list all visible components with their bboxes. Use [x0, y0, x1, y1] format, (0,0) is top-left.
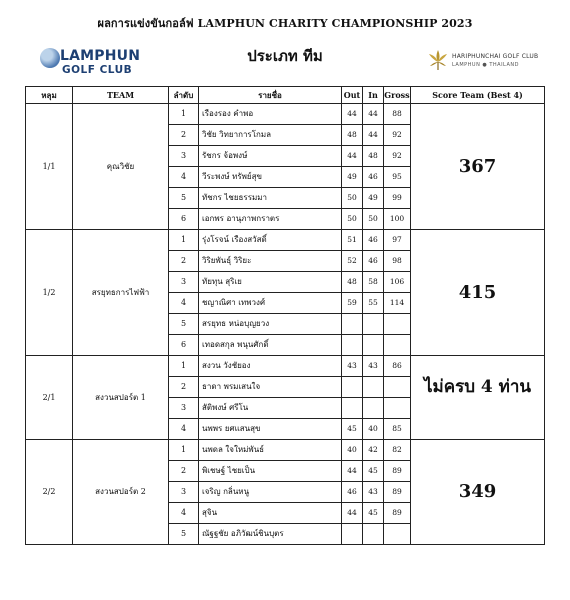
player-name-cell: เจริญ กลิ่นหนู: [199, 482, 342, 503]
hole-cell: 1/1: [26, 104, 73, 230]
in-cell: 45: [363, 461, 384, 482]
in-cell: 40: [363, 419, 384, 440]
order-cell: 1: [169, 104, 199, 125]
player-name-cell: สงวน วังชัยอง: [199, 356, 342, 377]
gross-cell: 95: [384, 167, 411, 188]
in-cell: 58: [363, 272, 384, 293]
team-cell: สงวนสปอร์ต 2: [73, 440, 169, 545]
page-subtitle: ประเภท ทีม: [247, 47, 323, 65]
out-cell: 48: [342, 125, 363, 146]
gross-cell: 106: [384, 272, 411, 293]
out-cell: 44: [342, 104, 363, 125]
order-cell: 4: [169, 167, 199, 188]
player-name-cell: รุ่งโรจน์ เรืองสวัสดิ์: [199, 230, 342, 251]
out-cell: [342, 398, 363, 419]
table-row: [26, 230, 545, 251]
header-score-team: Score Team (Best 4): [411, 87, 545, 104]
logo-right-line2: LAMPHUN ● THAILAND: [452, 62, 519, 68]
team-score-cell: 349: [411, 440, 545, 545]
in-cell: [363, 335, 384, 356]
in-cell: 43: [363, 356, 384, 377]
page-title: ผลการแข่งขันกอล์ฟ LAMPHUN CHARITY CHAMPIONSHIP 2023: [97, 17, 473, 30]
in-cell: 44: [363, 125, 384, 146]
out-cell: [342, 524, 363, 545]
logo-right-line1: HARIPHUNCHAI GOLF CLUB: [452, 53, 539, 60]
in-cell: 46: [363, 167, 384, 188]
logo-left-line2: GOLF CLUB: [62, 64, 133, 76]
lotus-flower-icon: [428, 48, 448, 72]
gross-cell: 92: [384, 146, 411, 167]
player-name-cell: ทัชกร ไชยธรรมมา: [199, 188, 342, 209]
in-cell: [363, 314, 384, 335]
out-cell: 44: [342, 461, 363, 482]
in-cell: 48: [363, 146, 384, 167]
order-cell: 3: [169, 398, 199, 419]
in-cell: [363, 377, 384, 398]
header-out: Out: [342, 87, 363, 104]
player-name-cell: ทัยทุน สุริเย: [199, 272, 342, 293]
table-header-row: [26, 87, 545, 104]
gross-cell: 89: [384, 461, 411, 482]
gross-cell: 98: [384, 251, 411, 272]
order-cell: 4: [169, 419, 199, 440]
table-row: [26, 356, 545, 377]
player-name-cell: สรยุทธ หน่อบุญยวง: [199, 314, 342, 335]
player-name-cell: นพดล ใจใหม่พันธ์: [199, 440, 342, 461]
out-cell: [342, 377, 363, 398]
table-body: [26, 104, 545, 545]
player-name-cell: สัติพงษ์ ศรีโน: [199, 398, 342, 419]
order-cell: 6: [169, 209, 199, 230]
player-name-cell: ธาดา พรมเสนใจ: [199, 377, 342, 398]
gross-cell: 114: [384, 293, 411, 314]
header-team: TEAM: [73, 87, 169, 104]
order-cell: 4: [169, 293, 199, 314]
player-name-cell: ณัฐฐชัย อภิวัฒน์ชินบุตร: [199, 524, 342, 545]
player-name-cell: เทอดสกุล พนุนศักดิ์: [199, 335, 342, 356]
gross-cell: 97: [384, 230, 411, 251]
header-gross: Gross: [384, 87, 411, 104]
header-in: In: [363, 87, 384, 104]
out-cell: [342, 335, 363, 356]
order-cell: 5: [169, 524, 199, 545]
gross-cell: 89: [384, 503, 411, 524]
gross-cell: 99: [384, 188, 411, 209]
out-cell: 44: [342, 503, 363, 524]
player-name-cell: นพพร ยศแสนสุข: [199, 419, 342, 440]
order-cell: 5: [169, 188, 199, 209]
out-cell: 45: [342, 419, 363, 440]
player-name-cell: รัชกร จ้อพงษ์: [199, 146, 342, 167]
gross-cell: [384, 377, 411, 398]
gross-cell: 86: [384, 356, 411, 377]
out-cell: 40: [342, 440, 363, 461]
gross-cell: 82: [384, 440, 411, 461]
in-cell: 50: [363, 209, 384, 230]
player-name-cell: วิริยพันธุ์ วิริยะ: [199, 251, 342, 272]
player-name-cell: พิเชษฐ์ ไชยเป็น: [199, 461, 342, 482]
gross-cell: [384, 524, 411, 545]
out-cell: 48: [342, 272, 363, 293]
order-cell: 3: [169, 146, 199, 167]
gross-cell: 100: [384, 209, 411, 230]
out-cell: 44: [342, 146, 363, 167]
order-cell: 2: [169, 377, 199, 398]
in-cell: 46: [363, 251, 384, 272]
order-cell: 3: [169, 482, 199, 503]
in-cell: [363, 524, 384, 545]
order-cell: 3: [169, 272, 199, 293]
out-cell: 50: [342, 188, 363, 209]
in-cell: 43: [363, 482, 384, 503]
gross-cell: [384, 314, 411, 335]
player-name-cell: เอกพร อานุภาพกราตร: [199, 209, 342, 230]
in-cell: 55: [363, 293, 384, 314]
in-cell: 49: [363, 188, 384, 209]
order-cell: 4: [169, 503, 199, 524]
lamphun-golf-club-logo: [40, 46, 150, 78]
in-cell: 46: [363, 230, 384, 251]
out-cell: 52: [342, 251, 363, 272]
order-cell: 1: [169, 440, 199, 461]
order-cell: 1: [169, 230, 199, 251]
order-cell: 2: [169, 251, 199, 272]
team-cell: สงวนสปอร์ต 1: [73, 356, 169, 440]
order-cell: 2: [169, 461, 199, 482]
out-cell: [342, 314, 363, 335]
table-row: [26, 104, 545, 125]
player-name-cell: สุจิน: [199, 503, 342, 524]
out-cell: 49: [342, 167, 363, 188]
hole-cell: 2/1: [26, 356, 73, 440]
in-cell: [363, 398, 384, 419]
table-row: [26, 440, 545, 461]
order-cell: 1: [169, 356, 199, 377]
team-score-cell: ไม่ครบ 4 ท่าน: [411, 356, 545, 440]
team-cell: คุณวิชัย: [73, 104, 169, 230]
out-cell: 59: [342, 293, 363, 314]
golf-ball-icon: [40, 48, 60, 68]
logo-left-line1: LAMPHUN: [60, 48, 141, 64]
header-order: ลำดับ: [169, 87, 199, 104]
in-cell: 42: [363, 440, 384, 461]
team-score-cell: 415: [411, 230, 545, 356]
out-cell: 51: [342, 230, 363, 251]
results-table: [25, 86, 545, 545]
player-name-cell: ชญาณิศา เทพวงศ์: [199, 293, 342, 314]
player-name-cell: เรืองรอง คำพอ: [199, 104, 342, 125]
player-name-cell: วิชัย วิทยาการโกมล: [199, 125, 342, 146]
hole-cell: 1/2: [26, 230, 73, 356]
gross-cell: [384, 335, 411, 356]
header-name: รายชื่อ: [199, 87, 342, 104]
gross-cell: 85: [384, 419, 411, 440]
team-score-cell: 367: [411, 104, 545, 230]
header-hole: หลุม: [26, 87, 73, 104]
order-cell: 6: [169, 335, 199, 356]
in-cell: 44: [363, 104, 384, 125]
out-cell: 43: [342, 356, 363, 377]
out-cell: 50: [342, 209, 363, 230]
team-cell: สรยุทธการไฟฟ้า: [73, 230, 169, 356]
order-cell: 2: [169, 125, 199, 146]
gross-cell: [384, 398, 411, 419]
in-cell: 45: [363, 503, 384, 524]
order-cell: 5: [169, 314, 199, 335]
gross-cell: 92: [384, 125, 411, 146]
gross-cell: 89: [384, 482, 411, 503]
gross-cell: 88: [384, 104, 411, 125]
hariphunchai-golf-club-logo: [428, 48, 538, 76]
player-name-cell: วีระพงษ์ ทรัพย์สุข: [199, 167, 342, 188]
out-cell: 46: [342, 482, 363, 503]
hole-cell: 2/2: [26, 440, 73, 545]
